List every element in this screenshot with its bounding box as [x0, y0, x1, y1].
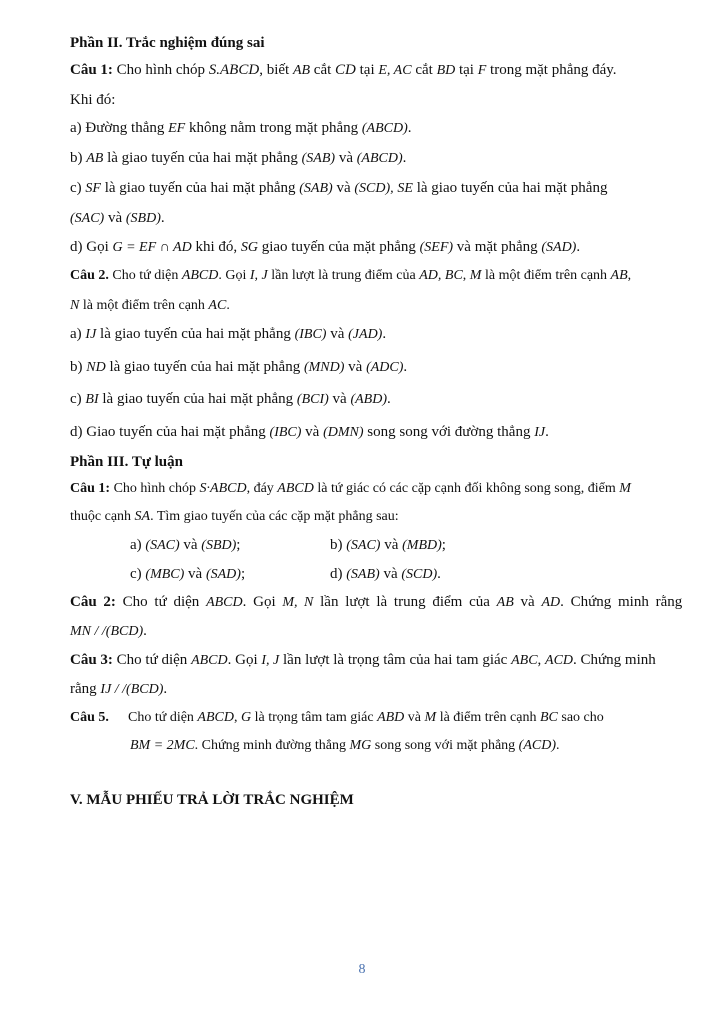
text: .: [402, 150, 407, 166]
part2-q1-d: [70, 237, 580, 258]
math: (ABCD): [361, 121, 408, 136]
text: là điểm trên cạnh: [436, 710, 540, 725]
text: và: [404, 710, 425, 725]
question-label: Câu 3:: [70, 652, 113, 668]
text: . Chứng minh đường thẳng: [194, 738, 350, 753]
part2-q1-line1: [70, 60, 617, 81]
math: M: [469, 268, 482, 283]
text: tại: [355, 62, 379, 78]
math: AB: [610, 268, 628, 283]
math: BD: [436, 63, 456, 78]
math: I, J: [249, 268, 268, 283]
text: .: [437, 566, 441, 582]
part3-q1-c: [130, 564, 245, 585]
text: ,: [462, 268, 470, 283]
text: cắt: [411, 62, 437, 78]
text: a): [70, 326, 86, 342]
text: Cho hình chóp: [110, 481, 200, 496]
text: và: [326, 326, 349, 342]
math: (IBC): [269, 425, 302, 440]
math: (BCI): [296, 392, 329, 407]
math: (SAC): [145, 538, 180, 553]
part3-q2-line1: [70, 592, 682, 613]
text: Cho tứ diện: [115, 594, 207, 610]
text: giao tuyến của mặt phẳng: [257, 239, 420, 255]
text: ;: [240, 566, 246, 582]
part3-q1-a: [130, 535, 240, 556]
math: AD, BC: [419, 268, 463, 283]
text: là một điểm trên cạnh: [79, 298, 209, 313]
math: IJ: [85, 327, 97, 342]
text: và: [513, 594, 542, 610]
math: (SBD): [125, 211, 161, 226]
math: E, AC: [378, 63, 412, 78]
math: M: [424, 710, 437, 725]
math: N: [70, 298, 80, 313]
text: và: [104, 210, 126, 226]
math: ACD: [545, 653, 574, 668]
math: (SAB): [301, 151, 336, 166]
text: d): [330, 566, 347, 582]
math: (SAB): [346, 567, 380, 582]
text: song song với đường thẳng: [363, 424, 535, 440]
math: ABCD: [277, 481, 314, 496]
math: IJ: [534, 425, 546, 440]
math: (SAD): [205, 567, 241, 582]
math: MN / /(BCD): [70, 624, 144, 639]
text: và: [335, 150, 357, 166]
math: BC: [539, 710, 558, 725]
text: . Tìm giao tuyến của các cặp mặt phẳng sau:: [150, 509, 399, 524]
math: (SAC): [346, 538, 381, 553]
math: ABD: [377, 710, 405, 725]
math: (SAB): [299, 181, 333, 196]
math: (DMN): [323, 425, 364, 440]
part2-q2-d: [70, 422, 549, 443]
text: là giao tuyến của hai mặt phẳng: [100, 180, 300, 196]
question-label: Câu 5.: [70, 710, 109, 725]
text: và: [344, 359, 367, 375]
math: G = EF ∩ AD: [112, 240, 192, 255]
math: ABCD: [197, 710, 234, 725]
math: G: [240, 710, 252, 725]
part3-q1-line1: [70, 479, 631, 499]
math: ND: [86, 360, 106, 375]
text: .: [160, 210, 165, 226]
math: SA: [134, 509, 151, 524]
text: ;: [441, 537, 446, 553]
question-label: Câu 1:: [70, 62, 113, 78]
text: . Gọi: [227, 652, 262, 668]
part2-q1-a: [70, 118, 412, 139]
text: sao cho: [557, 710, 604, 725]
question-label: Câu 2:: [70, 594, 116, 610]
math: SG: [240, 240, 258, 255]
text: Cho tứ diện: [108, 268, 182, 283]
math: S.ABCD: [208, 62, 260, 78]
math: AB: [86, 151, 104, 166]
text: và: [301, 424, 324, 440]
text: Cho tứ diện: [128, 710, 198, 725]
part2-q1-c-cont: [70, 208, 165, 229]
text: là giao tuyến của hai mặt phẳng: [98, 391, 297, 407]
math: (SBD): [201, 538, 237, 553]
math: (SCD),: [354, 181, 394, 196]
question-label: Câu 1:: [70, 481, 111, 496]
text: và: [328, 391, 351, 407]
math: (SAD): [541, 240, 577, 255]
math: AC: [208, 298, 227, 313]
math: (IBC): [294, 327, 327, 342]
math: F: [477, 63, 487, 78]
text: là giao tuyến của hai mặt phẳng: [103, 150, 302, 166]
math: AB: [292, 63, 311, 78]
text: Cho hình chóp: [112, 62, 209, 78]
text: .: [576, 239, 581, 255]
text: ,: [233, 710, 241, 725]
math: SE: [397, 181, 413, 196]
text: là một điểm trên cạnh: [481, 268, 611, 283]
math: (MBC): [145, 567, 185, 582]
text: và: [184, 566, 206, 582]
part2-q2-b: [70, 357, 407, 378]
text: b): [330, 537, 347, 553]
part5-title: V. MẪU PHIẾU TRẢ LỜI TRẮC NGHIỆM: [70, 792, 354, 808]
text: ;: [236, 537, 241, 553]
math: EF: [168, 121, 186, 136]
math: (SAC): [70, 211, 105, 226]
part2-q1-c: [70, 178, 607, 199]
text: . Gọi: [242, 594, 283, 610]
math: BM = 2MC: [130, 738, 195, 753]
text: .: [407, 120, 412, 136]
math: MG: [349, 738, 372, 753]
math: ABCD: [206, 595, 243, 610]
math: (ADC): [366, 360, 404, 375]
part3-q2-line2: [70, 621, 147, 642]
math: ABCD: [191, 653, 228, 668]
part2-q2-a: [70, 324, 386, 345]
part3-q1-line2: [70, 507, 399, 527]
text: và: [379, 566, 402, 582]
math: (ABD): [350, 392, 388, 407]
text: d) Gọi: [70, 239, 113, 255]
math: I, J: [261, 653, 280, 668]
text: .: [387, 391, 391, 407]
text: không nằm trong mặt phẳng: [185, 120, 362, 136]
part3-title: Phần III. Tự luận: [70, 454, 183, 470]
text: lần lượt là trọng tâm của hai tam giác: [279, 652, 512, 668]
text: . Chứng minh: [573, 652, 656, 668]
text: .: [403, 359, 408, 375]
text: song song với mặt phẳng: [371, 738, 519, 753]
part2-q1-b: [70, 148, 406, 169]
math: BI: [85, 392, 99, 407]
text: tại: [455, 62, 478, 78]
text: c): [130, 566, 146, 582]
text: cắt: [310, 62, 336, 78]
math: S·ABCD: [199, 481, 247, 496]
text: và mặt phẳng: [453, 239, 542, 255]
text: lần lượt là trung điểm của: [313, 594, 497, 610]
math: (MND): [303, 360, 345, 375]
math: (MBD): [402, 538, 442, 553]
text: .: [163, 681, 168, 697]
math: (JAD): [348, 327, 383, 342]
text: là tứ giác có các cặp cạnh đối không song song, điểm: [313, 481, 620, 496]
text: lần lượt là trung điểm của: [267, 268, 420, 283]
text: , đáy: [246, 481, 278, 496]
part3-q5-line1: [70, 708, 604, 728]
text: c): [70, 180, 86, 196]
part3-q1-b: [330, 535, 446, 556]
text: . Gọi: [218, 268, 250, 283]
text: là giao tuyến của hai mặt phẳng: [412, 180, 608, 196]
math: (SEF): [419, 240, 454, 255]
math: (SCD): [401, 567, 438, 582]
math: ABC: [511, 653, 538, 668]
part3-q5-line2: [130, 736, 560, 756]
text: c): [70, 391, 86, 407]
math: AB: [496, 595, 514, 610]
text: b): [70, 359, 87, 375]
part2-q2-line1: [70, 266, 631, 286]
math: (ABCD): [356, 151, 403, 166]
text: . Chứng minh rằng: [560, 594, 683, 610]
text: .: [545, 424, 549, 440]
text: .: [382, 326, 387, 342]
text: và: [179, 537, 202, 553]
text: thuộc cạnh: [70, 509, 135, 524]
part2-q2-line2: [70, 296, 230, 316]
math: SF: [85, 181, 101, 196]
page-number: 8: [358, 962, 366, 977]
text: khi đó,: [191, 239, 241, 255]
text: , biết: [259, 62, 293, 78]
text: .: [143, 623, 147, 639]
text: là trọng tâm tam giác: [251, 710, 378, 725]
math: M, N: [282, 595, 314, 610]
part2-q1-line2: Khi đó:: [70, 92, 116, 108]
text: và: [332, 180, 355, 196]
text: a): [130, 537, 146, 553]
math: IJ / /(BCD): [100, 682, 164, 697]
text: .: [226, 298, 230, 313]
math: AD: [541, 595, 561, 610]
text: là giao tuyến của hai mặt phẳng: [96, 326, 295, 342]
part2-q2-c: [70, 389, 391, 410]
math: CD: [335, 62, 356, 78]
part3-q3-line2: [70, 679, 167, 700]
math: M: [619, 481, 631, 496]
part3-q3-line1: [70, 650, 656, 671]
text: là giao tuyến của hai mặt phẳng: [105, 359, 304, 375]
text: .: [556, 738, 560, 753]
text: và: [380, 537, 403, 553]
text: ,: [627, 268, 632, 283]
text: rằng: [70, 681, 101, 697]
text: a) Đường thẳng: [70, 120, 169, 136]
text: ,: [537, 652, 546, 668]
math: ABCD: [181, 268, 219, 283]
text: d) Giao tuyến của hai mặt phẳng: [70, 424, 270, 440]
part2-title: Phần II. Trắc nghiệm đúng sai: [70, 35, 265, 51]
part3-q1-d: [330, 564, 441, 585]
text: trong mặt phẳng đáy.: [486, 62, 617, 78]
text: Cho tứ diện: [112, 652, 192, 668]
math: (ACD): [518, 738, 556, 753]
text: b): [70, 150, 87, 166]
question-label: Câu 2.: [70, 268, 109, 283]
